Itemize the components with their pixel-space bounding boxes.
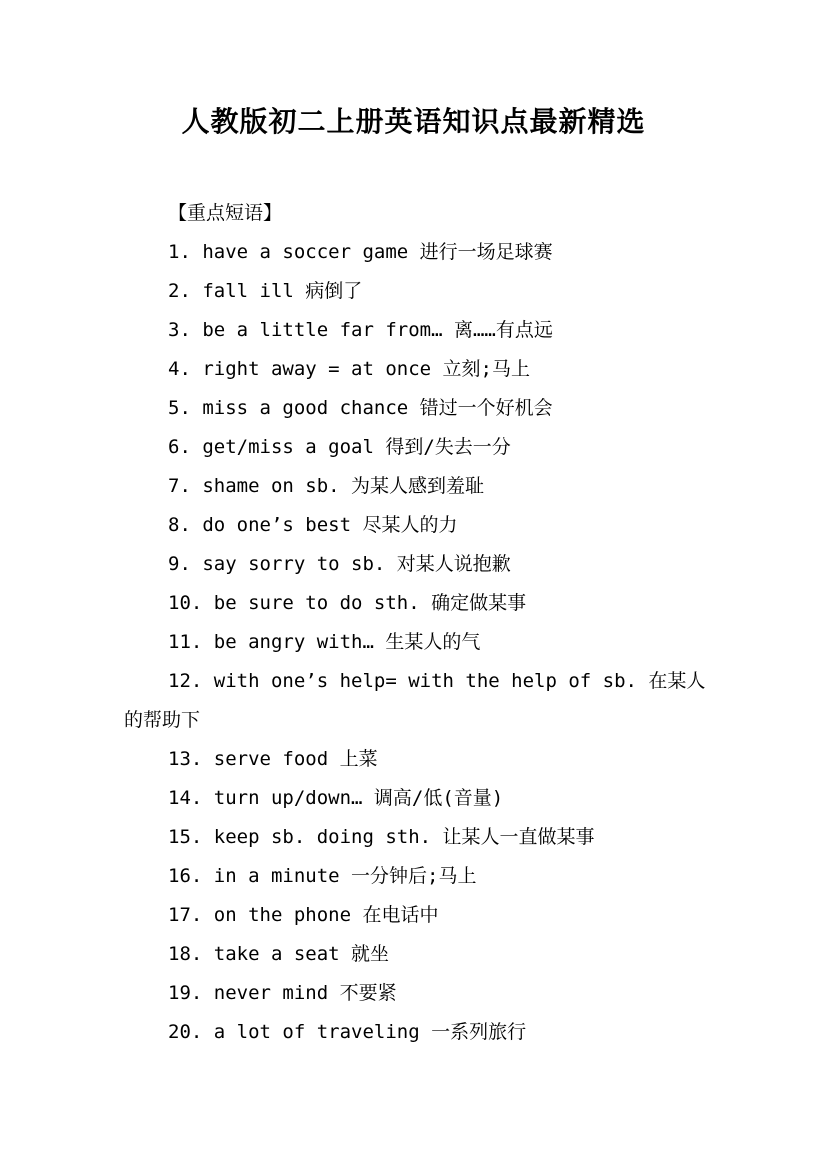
- list-item: 15. keep sb. doing sth. 让某人一直做某事: [168, 826, 595, 848]
- document-title: 人教版初二上册英语知识点最新精选: [181, 105, 646, 138]
- list-item: 20. a lot of traveling 一系列旅行: [168, 1021, 527, 1043]
- list-item: 7. shame on sb. 为某人感到羞耻: [168, 475, 485, 497]
- list-item: 2. fall ill 病倒了: [168, 280, 363, 302]
- list-item: 6. get/miss a goal 得到/失去一分: [168, 436, 511, 458]
- list-item: 14. turn up/down… 调高/低(音量): [168, 787, 504, 809]
- list-item: 8. do one’s best 尽某人的力: [168, 514, 458, 536]
- list-item: 16. in a minute 一分钟后;马上: [168, 865, 477, 887]
- list-item: 11. be angry with… 生某人的气: [168, 631, 481, 653]
- list-item: 19. never mind 不要紧: [168, 982, 397, 1004]
- list-item: 3. be a little far from… 离……有点远: [168, 319, 553, 341]
- list-item: 4. right away = at once 立刻;马上: [168, 358, 530, 380]
- list-item: 1. have a soccer game 进行一场足球赛: [168, 241, 553, 263]
- list-item: 5. miss a good chance 错过一个好机会: [168, 397, 553, 419]
- list-item: 10. be sure to do sth. 确定做某事: [168, 592, 527, 614]
- list-item: 9. say sorry to sb. 对某人说抱歉: [168, 553, 511, 575]
- list-item: 18. take a seat 就坐: [168, 943, 390, 965]
- phrase-list: [124, 194, 709, 1052]
- list-item: 13. serve food 上菜: [168, 748, 378, 770]
- section-heading: 【重点短语】: [168, 202, 283, 224]
- list-item: 12. with one’s help= with the help of sb. 在某人的帮助下: [124, 670, 706, 731]
- list-item: 17. on the phone 在电话中: [168, 904, 439, 926]
